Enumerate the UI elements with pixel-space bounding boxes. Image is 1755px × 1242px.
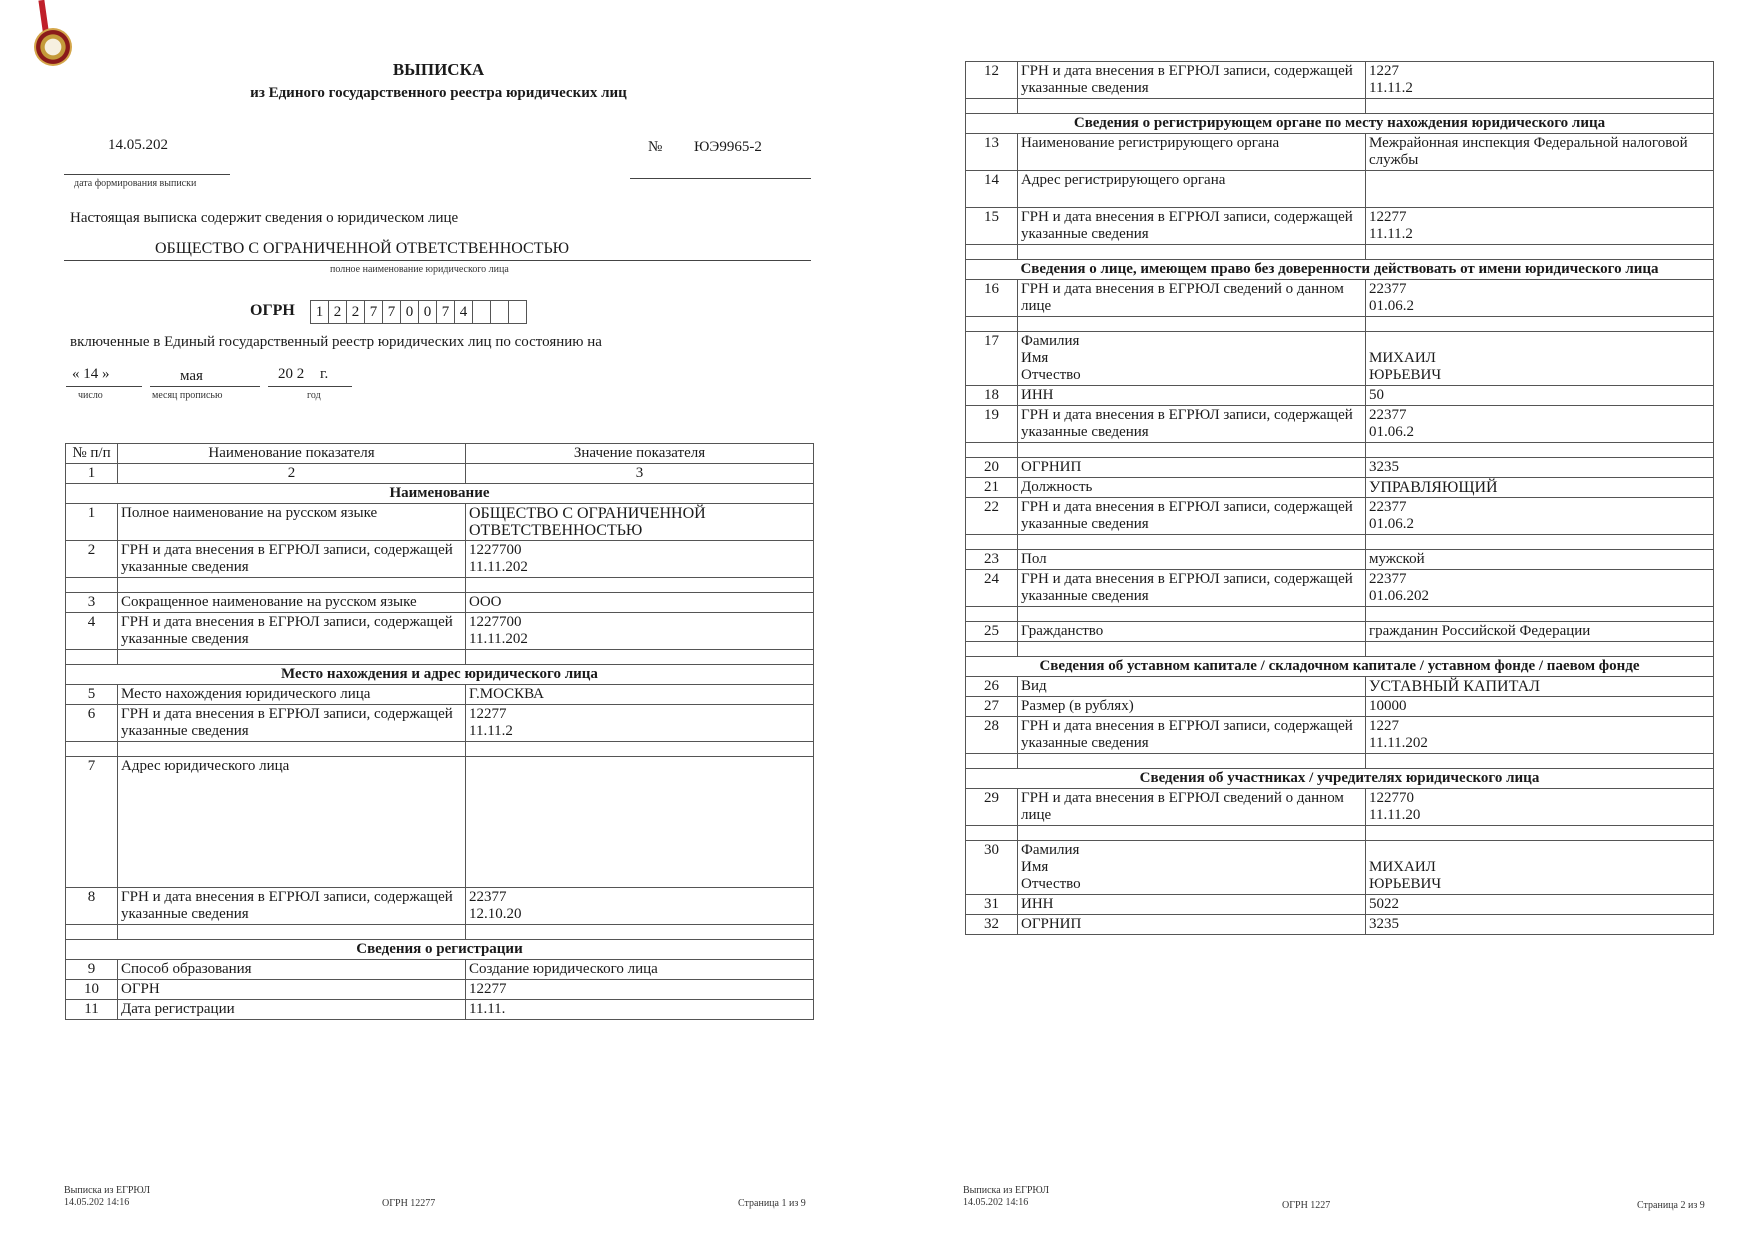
row-value [1366, 789, 1714, 826]
ogrn-digit: 2 [346, 300, 365, 324]
ogrn-digit [508, 300, 527, 324]
included-text: включенные в Единый государственный реестр юридических лиц по состоянию на [70, 334, 602, 350]
row-label: ИНН [1018, 386, 1366, 406]
row-number: 30 [966, 841, 1018, 895]
patronymic-label: Отчество [1021, 367, 1081, 383]
table-row [966, 570, 1714, 607]
table-row [966, 622, 1714, 642]
row-number: 25 [966, 622, 1018, 642]
footer-ogrn: ОГРН 1227 [1282, 1200, 1331, 1211]
date-value: 11.11.202 [469, 559, 528, 575]
firstname-value: МИХАИЛ [1369, 859, 1436, 875]
row-value: 5022 [1366, 895, 1714, 915]
table-row [966, 498, 1714, 535]
table-row [66, 960, 814, 980]
ogrn-digit: 7 [436, 300, 455, 324]
row-value [1366, 498, 1714, 535]
row-number: 13 [966, 134, 1018, 171]
date-value: 11.11.202 [469, 631, 528, 647]
section-address: Место нахождения и адрес юридического лица [66, 665, 814, 685]
row-number: 16 [966, 280, 1018, 317]
row-number: 28 [966, 717, 1018, 754]
page-2 [877, 0, 1755, 1242]
row-number: 18 [966, 386, 1018, 406]
row-label: ОГРНИП [1018, 915, 1366, 935]
grn-value: 1227 [1369, 63, 1399, 79]
row-label: ОГРНИП [1018, 458, 1366, 478]
name-underline [64, 260, 811, 261]
row-number: 12 [966, 62, 1018, 99]
row-label [1018, 841, 1366, 895]
full-name-caption: полное наименование юридического лица [330, 264, 509, 275]
row-number: 3 [66, 593, 118, 613]
row-value: 50 [1366, 386, 1714, 406]
row-value [466, 705, 814, 742]
table-row [966, 332, 1714, 386]
row-value-redacted [466, 757, 814, 888]
row-label: ГРН и дата внесения в ЕГРЮЛ сведений о данном лице [1018, 280, 1366, 317]
table-row [966, 697, 1714, 717]
footer-title: Выписка из ЕГРЮЛ [963, 1185, 1049, 1196]
table-row [966, 171, 1714, 208]
state-month: мая [180, 368, 203, 384]
ogrn-digit [472, 300, 491, 324]
table-row [66, 705, 814, 742]
date-value: 11.11.20 [1369, 807, 1421, 823]
row-label: ГРН и дата внесения в ЕГРЮЛ записи, содержащей указанные сведения [118, 541, 466, 578]
row-value: ООО [466, 593, 814, 613]
section-name: Наименование [66, 484, 814, 504]
row-number: 9 [66, 960, 118, 980]
row-value: Создание юридического лица [466, 960, 814, 980]
grn-value: 22377 [1369, 499, 1407, 515]
patronymic-label: Отчество [1021, 876, 1081, 892]
ogrn-digit: 1 [310, 300, 329, 324]
row-label: ГРН и дата внесения в ЕГРЮЛ записи, содержащей указанные сведения [1018, 208, 1366, 245]
ogrn-boxes [310, 300, 526, 324]
state-day: « 14 » [72, 366, 110, 382]
row-number: 24 [966, 570, 1018, 607]
ogrn-digit: 7 [364, 300, 383, 324]
table-row [66, 685, 814, 705]
ogrn-digit: 7 [382, 300, 401, 324]
intro-text: Настоящая выписка содержит сведения о юридическом лице [70, 210, 459, 226]
row-value: 3235 [1366, 458, 1714, 478]
surname-label: Фамилия [1021, 842, 1080, 858]
grn-value: 122770 [1369, 790, 1414, 806]
row-number: 11 [66, 1000, 118, 1020]
date-underline [64, 174, 230, 175]
table-row [966, 406, 1714, 443]
index-1: 1 [66, 464, 118, 484]
ogrn-digit: 2 [328, 300, 347, 324]
page-1 [0, 0, 877, 1242]
section-director: Сведения о лице, имеющем право без доверенности действовать от имени юридического лица [966, 260, 1714, 280]
row-value-redacted [1366, 171, 1714, 208]
row-number: 17 [966, 332, 1018, 386]
grn-value: 22377 [469, 889, 507, 905]
header-value: Значение показателя [466, 444, 814, 464]
row-label: ОГРН [118, 980, 466, 1000]
table-row [966, 789, 1714, 826]
row-label: Адрес юридического лица [118, 757, 466, 888]
header-number: № п/п [66, 444, 118, 464]
row-label: ГРН и дата внесения в ЕГРЮЛ сведений о данном лице [1018, 789, 1366, 826]
table-index-row [66, 464, 814, 484]
table-row [966, 134, 1714, 171]
grn-value: 12277 [469, 706, 507, 722]
table-row [966, 280, 1714, 317]
caption-day: число [78, 390, 103, 401]
row-number: 10 [66, 980, 118, 1000]
row-number: 19 [966, 406, 1018, 443]
header-indicator: Наименование показателя [118, 444, 466, 464]
table-row [966, 915, 1714, 935]
row-number: 2 [66, 541, 118, 578]
row-label: Способ образования [118, 960, 466, 980]
surname-redacted [1369, 842, 1710, 859]
table-row [966, 62, 1714, 99]
table-row [66, 757, 814, 888]
footer-timestamp: 14.05.202 14:16 [64, 1197, 130, 1208]
caption-year: год [307, 390, 321, 401]
date-value: 11.11.2 [1369, 226, 1413, 242]
ogrn-label: ОГРН [250, 302, 295, 319]
section-registration: Сведения о регистрации [66, 940, 814, 960]
row-label: Вид [1018, 677, 1366, 697]
row-label: ГРН и дата внесения в ЕГРЮЛ записи, содержащей указанные сведения [1018, 570, 1366, 607]
doc-date: 14.05.202 [108, 137, 168, 153]
row-value: 11.11. [466, 1000, 814, 1020]
grn-value: 22377 [1369, 407, 1407, 423]
row-value: УСТАВНЫЙ КАПИТАЛ [1366, 677, 1714, 697]
firstname-value: МИХАИЛ [1369, 350, 1436, 366]
row-value [1366, 332, 1714, 386]
date-value: 01.06.2 [1369, 424, 1414, 440]
row-number: 31 [966, 895, 1018, 915]
row-label: ГРН и дата внесения в ЕГРЮЛ записи, содержащей указанные сведения [1018, 406, 1366, 443]
row-value [1366, 717, 1714, 754]
ogrn-digit: 4 [454, 300, 473, 324]
date-value: 11.11.2 [469, 723, 513, 739]
row-number: 22 [966, 498, 1018, 535]
row-label: Сокращенное наименование на русском языке [118, 593, 466, 613]
row-label: Место нахождения юридического лица [118, 685, 466, 705]
table-row [966, 478, 1714, 498]
row-label: Размер (в рублях) [1018, 697, 1366, 717]
row-number: 29 [966, 789, 1018, 826]
surname-label: Фамилия [1021, 333, 1080, 349]
row-value [466, 888, 814, 925]
row-value [466, 613, 814, 650]
row-value [1366, 280, 1714, 317]
patronymic-value: ЮРЬЕВИЧ [1369, 367, 1442, 383]
register-table-page2 [965, 61, 1714, 935]
row-label: ГРН и дата внесения в ЕГРЮЛ записи, содержащей указанные сведения [1018, 498, 1366, 535]
row-label: Пол [1018, 550, 1366, 570]
footer-timestamp: 14.05.202 14:16 [963, 1197, 1029, 1208]
caption-month: месяц прописью [152, 390, 223, 401]
register-table-page1 [65, 443, 814, 1020]
table-row [966, 458, 1714, 478]
table-row [966, 208, 1714, 245]
year-underline [268, 386, 352, 387]
row-value: Г.МОСКВА [466, 685, 814, 705]
table-row [66, 541, 814, 578]
index-2: 2 [118, 464, 466, 484]
table-row [966, 386, 1714, 406]
footer-ogrn: ОГРН 12277 [382, 1198, 436, 1209]
footer-page-number: Страница 1 из 9 [738, 1198, 806, 1209]
state-year: 20 2 [278, 366, 305, 382]
row-number: 21 [966, 478, 1018, 498]
patronymic-value: ЮРЬЕВИЧ [1369, 876, 1442, 892]
row-value [466, 541, 814, 578]
index-3: 3 [466, 464, 814, 484]
footer-page-number: Страница 2 из 9 [1637, 1200, 1705, 1211]
row-number: 4 [66, 613, 118, 650]
date-caption: дата формирования выписки [74, 178, 197, 189]
row-value: мужской [1366, 550, 1714, 570]
row-value [1366, 208, 1714, 245]
date-value: 11.11.2 [1369, 80, 1413, 96]
company-full-name: ОБЩЕСТВО С ОГРАНИЧЕННОЙ ОТВЕТСТВЕННОСТЬЮ [155, 240, 570, 257]
row-value [1366, 841, 1714, 895]
day-underline [66, 386, 142, 387]
table-row [66, 888, 814, 925]
row-label: ГРН и дата внесения в ЕГРЮЛ записи, содержащей указанные сведения [1018, 62, 1366, 99]
doc-subtitle: из Единого государственного реестра юридических лиц [250, 85, 627, 101]
table-row [66, 613, 814, 650]
doc-title: ВЫПИСКА [392, 60, 485, 79]
row-label: Дата регистрации [118, 1000, 466, 1020]
row-number: 5 [66, 685, 118, 705]
table-row [966, 717, 1714, 754]
row-value: гражданин Российской Федерации [1366, 622, 1714, 642]
firstname-label: Имя [1021, 859, 1049, 875]
row-label: Наименование регистрирующего органа [1018, 134, 1366, 171]
row-label: Полное наименование на русском языке [118, 504, 466, 541]
state-year-suffix: г. [320, 366, 329, 382]
table-row [66, 593, 814, 613]
table-row [966, 841, 1714, 895]
row-value: Межрайонная инспекция Федеральной налоговой службы [1366, 134, 1714, 171]
row-number: 7 [66, 757, 118, 888]
row-value [1366, 570, 1714, 607]
firstname-label: Имя [1021, 350, 1049, 366]
row-label: Адрес регистрирующего органа [1018, 171, 1366, 208]
row-number: 26 [966, 677, 1018, 697]
footer-title: Выписка из ЕГРЮЛ [64, 1185, 150, 1196]
date-value: 01.06.2 [1369, 516, 1414, 532]
date-value: 01.06.2 [1369, 298, 1414, 314]
table-row [966, 895, 1714, 915]
doc-number: ЮЭ9965-2 [694, 139, 762, 155]
row-value [1366, 406, 1714, 443]
table-row [66, 504, 814, 541]
row-value [1366, 62, 1714, 99]
row-number: 20 [966, 458, 1018, 478]
table-row [966, 550, 1714, 570]
ogrn-digit: 0 [418, 300, 437, 324]
ogrn-digit [490, 300, 509, 324]
row-number: 27 [966, 697, 1018, 717]
table-row [66, 1000, 814, 1020]
row-value: УПРАВЛЯЮЩИЙ [1366, 478, 1714, 498]
grn-value: 22377 [1369, 571, 1407, 587]
date-value: 11.11.202 [1369, 735, 1428, 751]
row-value: ОБЩЕСТВО С ОГРАНИЧЕННОЙ ОТВЕТСТВЕННОСТЬЮ [466, 504, 814, 541]
row-number: 6 [66, 705, 118, 742]
grn-value: 1227700 [469, 542, 522, 558]
row-number: 32 [966, 915, 1018, 935]
row-label: ГРН и дата внесения в ЕГРЮЛ записи, содержащей указанные сведения [118, 888, 466, 925]
row-label: ГРН и дата внесения в ЕГРЮЛ записи, содержащей указанные сведения [118, 705, 466, 742]
row-value: 10000 [1366, 697, 1714, 717]
ogrn-digit: 0 [400, 300, 419, 324]
row-number: 1 [66, 504, 118, 541]
grn-value: 12277 [1369, 209, 1407, 225]
table-row [66, 980, 814, 1000]
row-label: Должность [1018, 478, 1366, 498]
surname-redacted [1369, 333, 1710, 350]
section-capital: Сведения об уставном капитале / складочном капитале / уставном фонде / паевом фонде [966, 657, 1714, 677]
row-value: 3235 [1366, 915, 1714, 935]
table-row [966, 677, 1714, 697]
grn-value: 1227 [1369, 718, 1399, 734]
date-value: 01.06.202 [1369, 588, 1429, 604]
row-number: 14 [966, 171, 1018, 208]
section-tax-authority: Сведения о регистрирующем органе по месту нахождения юридического лица [966, 114, 1714, 134]
section-founders: Сведения об участниках / учредителях юридического лица [966, 769, 1714, 789]
number-underline [630, 178, 811, 179]
table-header-row [66, 444, 814, 464]
row-number: 23 [966, 550, 1018, 570]
grn-value: 22377 [1369, 281, 1407, 297]
grn-value: 1227700 [469, 614, 522, 630]
row-value: 12277 [466, 980, 814, 1000]
row-label: ИНН [1018, 895, 1366, 915]
date-value: 12.10.20 [469, 906, 522, 922]
row-label: ГРН и дата внесения в ЕГРЮЛ записи, содержащей указанные сведения [1018, 717, 1366, 754]
row-label [1018, 332, 1366, 386]
row-label: ГРН и дата внесения в ЕГРЮЛ записи, содержащей указанные сведения [118, 613, 466, 650]
row-number: 8 [66, 888, 118, 925]
row-number: 15 [966, 208, 1018, 245]
month-underline [150, 386, 260, 387]
row-label: Гражданство [1018, 622, 1366, 642]
number-sign: № [648, 139, 663, 155]
